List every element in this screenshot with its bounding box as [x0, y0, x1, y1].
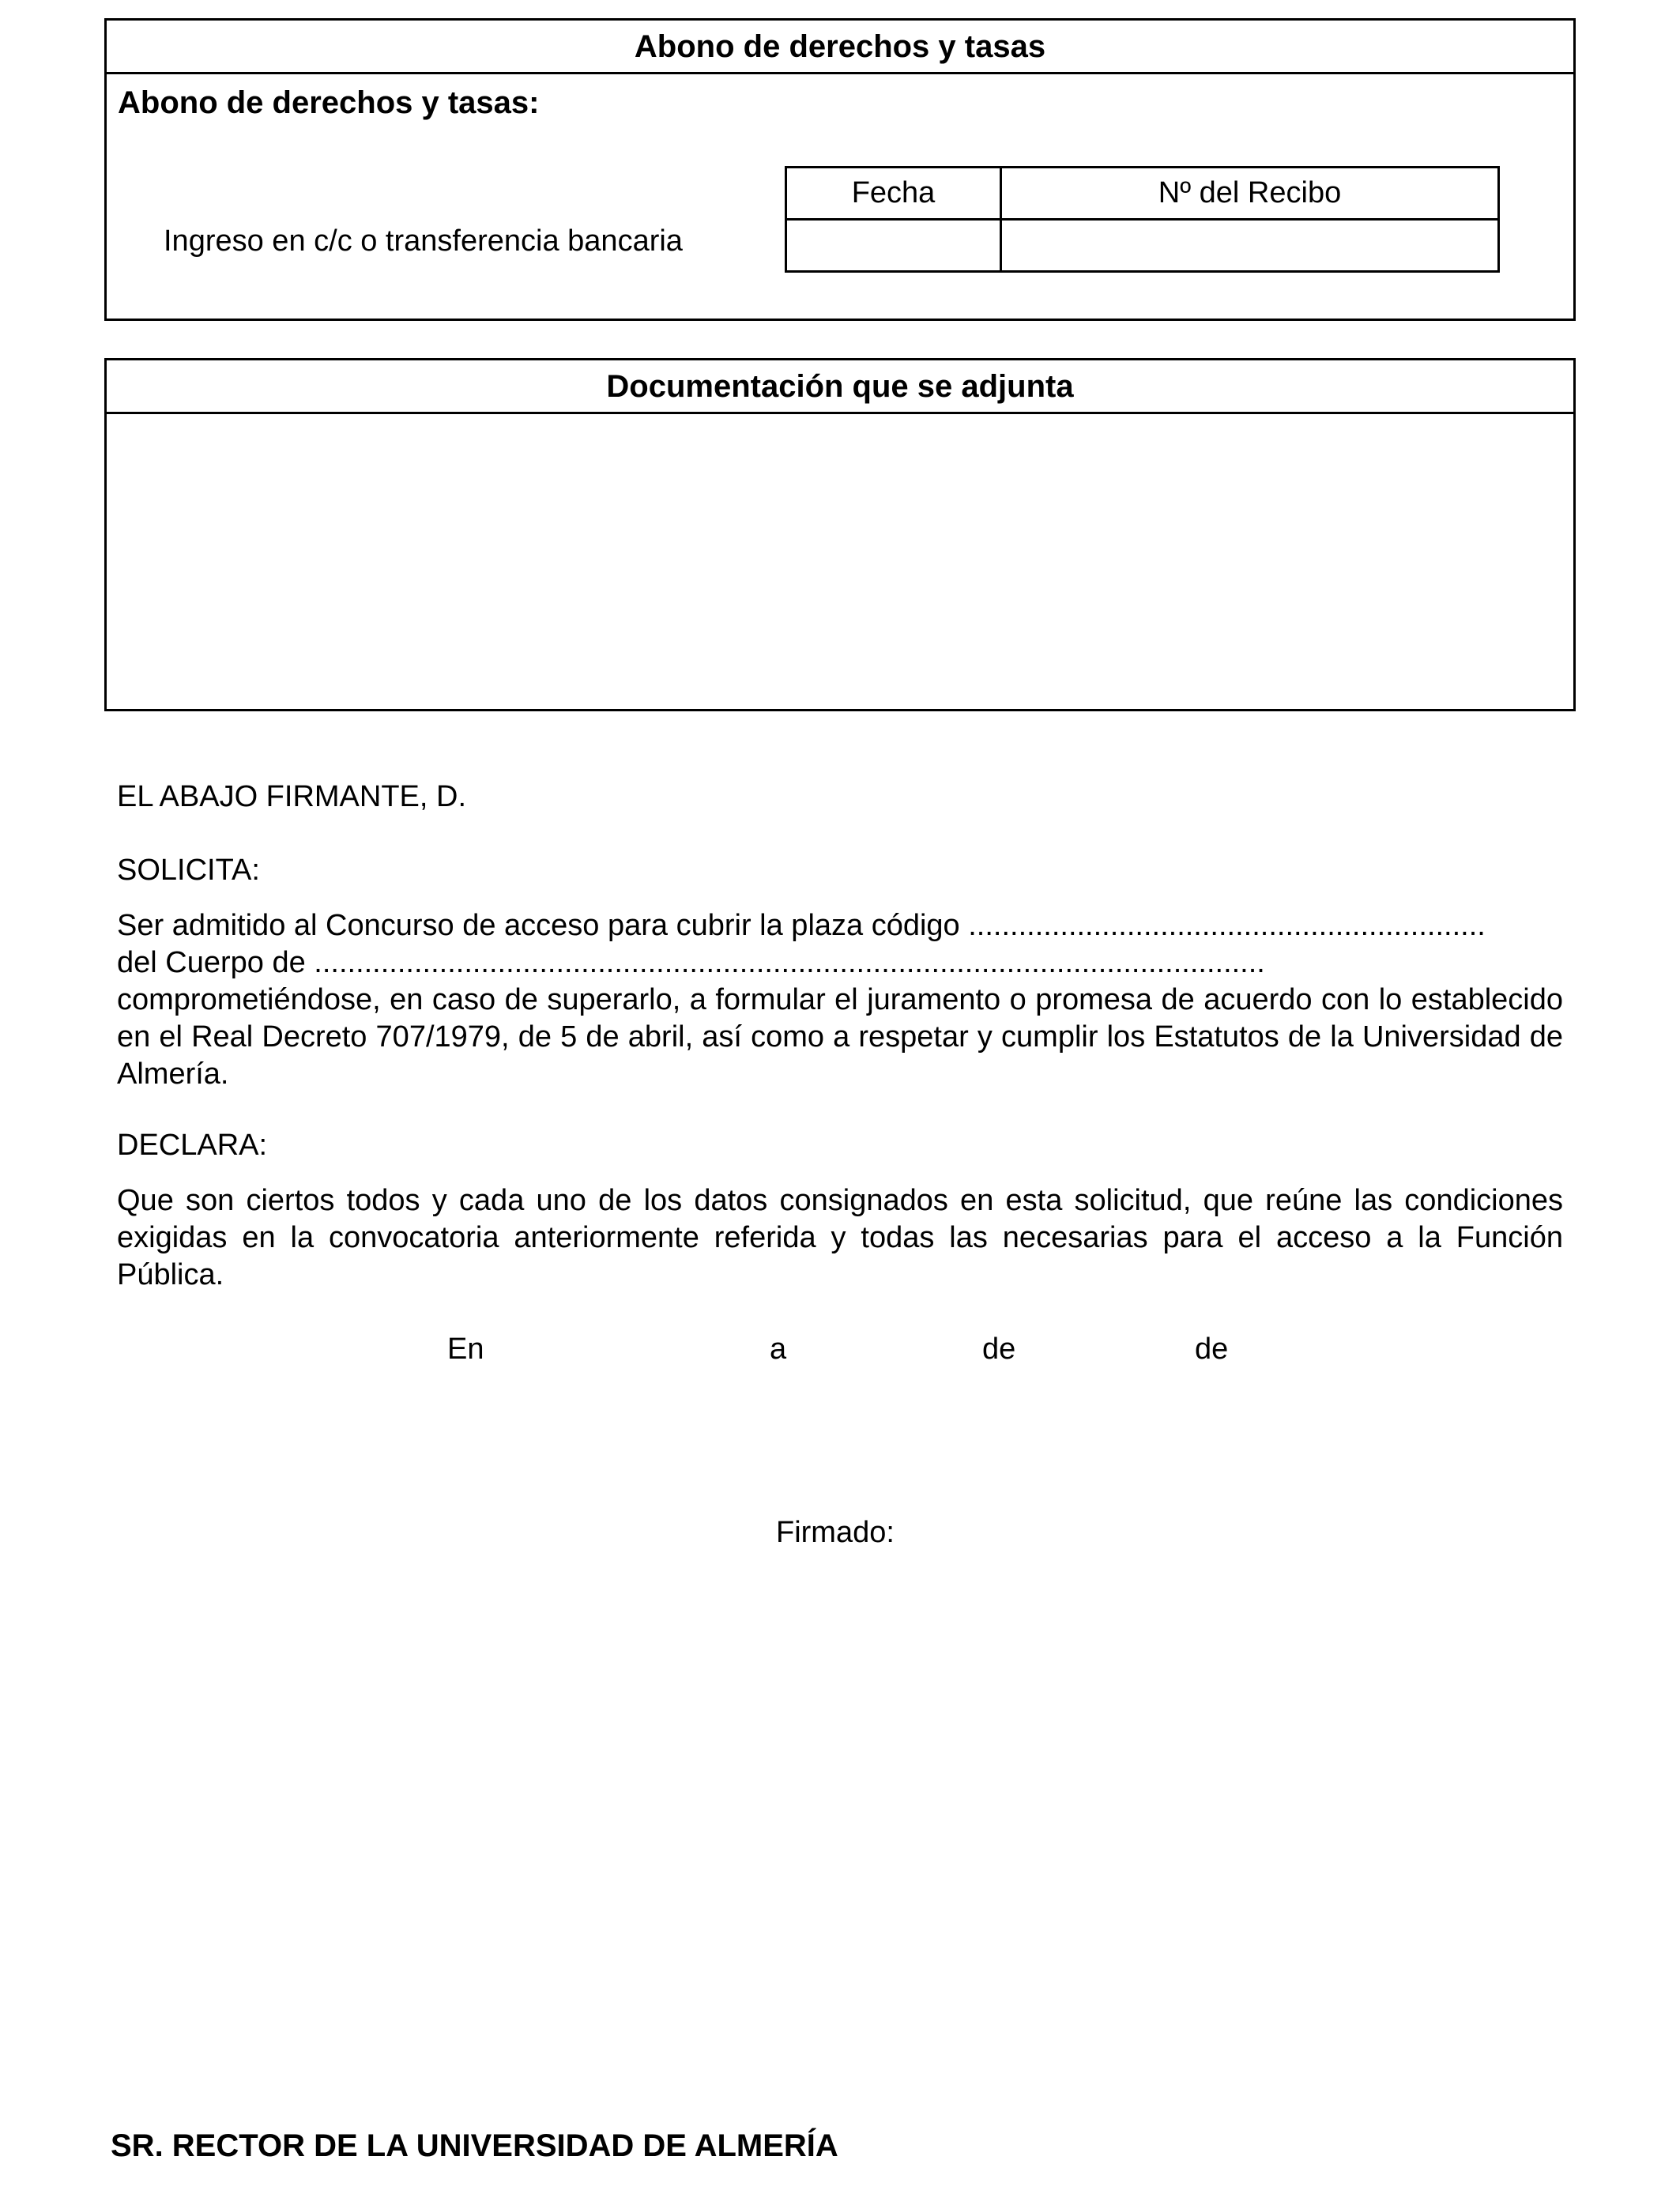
- col-receipt-header: Nº del Recibo: [1001, 168, 1499, 220]
- signature-label: Firmado:: [776, 1516, 895, 1549]
- place-de-month: de: [982, 1333, 1016, 1366]
- solicita-line-plaza: Ser admitido al Concurso de acceso para cubrir la plaza código ..............................................................: [117, 909, 1486, 942]
- fees-subtitle: Abono de derechos y tasas:: [118, 85, 540, 120]
- solicita-body: comprometiéndose, en caso de superarlo, a formular el juramento o promesa de acuerdo con lo establecido en el Real Decreto 707/1979, de 5 de abril, así como a respetar y cumplir los Estatutos de la Universidad de Almería.: [117, 983, 1563, 1091]
- place-de-year: de: [1195, 1333, 1229, 1366]
- attachments-content-area[interactable]: [115, 424, 1565, 701]
- place-en: En: [447, 1333, 484, 1366]
- col-date-header: Fecha: [786, 168, 1001, 220]
- attachments-box: [104, 358, 1576, 711]
- solicita-label: SOLICITA:: [117, 854, 260, 887]
- declara-body: Que son ciertos todos y cada uno de los datos consignados en esta solicitud, que reúne las condiciones exigidas en la convocatoria anteriormente referida y todas las necesarias para el acceso a la Función Pública.: [117, 1184, 1563, 1291]
- receipt-table: [785, 166, 1500, 273]
- signer-line: EL ABAJO FIRMANTE, D.: [117, 780, 467, 813]
- date-field[interactable]: [786, 220, 1001, 272]
- fees-header: Abono de derechos y tasas: [107, 21, 1573, 74]
- fees-box: [104, 18, 1576, 321]
- place-a: a: [770, 1333, 787, 1366]
- receipt-number-field[interactable]: [1001, 220, 1499, 272]
- attachments-header: Documentación que se adjunta: [107, 360, 1573, 414]
- declara-label: DECLARA:: [117, 1129, 268, 1162]
- payment-method-label: Ingreso en c/c o transferencia bancaria: [164, 224, 683, 258]
- solicita-line-cuerpo: del Cuerpo de ..................................................................................................................: [117, 946, 1265, 979]
- addressee: SR. RECTOR DE LA UNIVERSIDAD DE ALMERÍA: [111, 2128, 838, 2163]
